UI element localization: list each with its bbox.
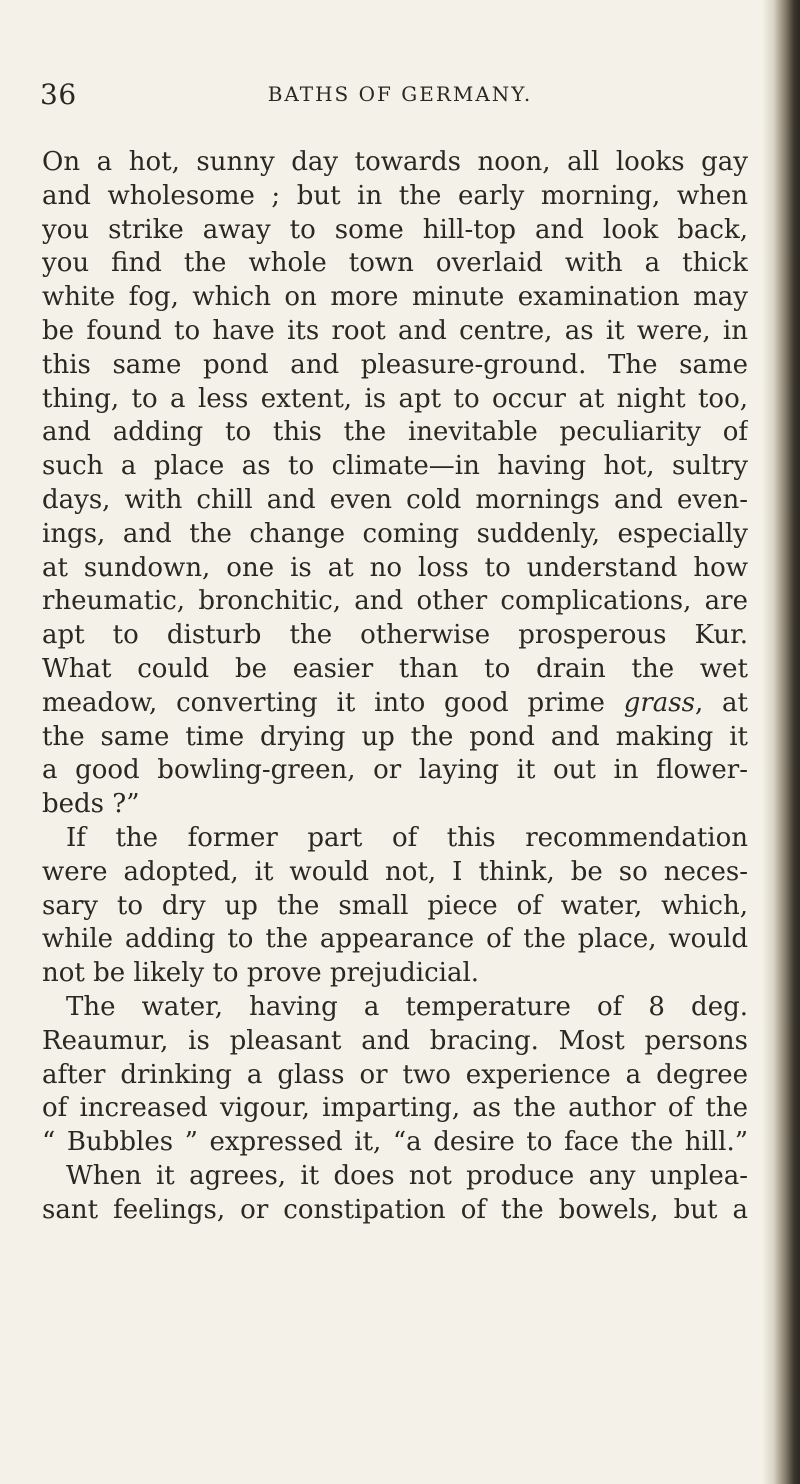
text-line: of increased vigour, imparting, as the author of the bbox=[42, 1093, 748, 1124]
text-line: were adopted, it would not, I think, be so neces- bbox=[42, 856, 748, 887]
text-line: apt to disturb the otherwise prosperous Kur. bbox=[42, 620, 748, 651]
text-line: be found to have its root and centre, as it were, in bbox=[42, 315, 748, 346]
italic-word: grass bbox=[623, 687, 695, 718]
text-line: beds ?” bbox=[42, 789, 140, 820]
text-line: a good bowling-green, or laying it out in flower- bbox=[42, 755, 748, 786]
text-line: the same time drying up the pond and making it bbox=[42, 721, 748, 752]
text-line: ings, and the change coming suddenly, especially bbox=[42, 518, 748, 549]
page-number: 36 bbox=[40, 78, 77, 111]
text-line: What could be easier than to drain the wet bbox=[42, 653, 748, 684]
text-line: The water, having a temperature of 8 deg. bbox=[66, 991, 748, 1022]
text-line: such a place as to climate—in having hot, sultry bbox=[42, 451, 748, 482]
text-line: sant feelings, or constipation of the bowels, but a bbox=[42, 1194, 748, 1225]
text-line: while adding to the appearance of the place, would bbox=[42, 924, 748, 955]
text-line: rheumatic, bronchitic, and other complications, are bbox=[42, 586, 748, 617]
text-line: “ Bubbles ” expressed it, “a desire to face the hill.” bbox=[42, 1127, 748, 1158]
running-head: BATHS OF GERMANY. bbox=[267, 82, 533, 106]
page-edge-shadow bbox=[762, 0, 800, 1484]
text-line: sary to dry up the small piece of water, which, bbox=[42, 890, 748, 921]
text-line: not be likely to prove prejudicial. bbox=[42, 958, 480, 989]
text-line: meadow, converting it into good prime grass, at bbox=[42, 687, 748, 718]
text-line: you strike away to some hill-top and look back, bbox=[42, 214, 748, 245]
text-line: at sundown, one is at no loss to understand how bbox=[42, 552, 748, 583]
text-line: When it agrees, it does not produce any unplea- bbox=[66, 1160, 748, 1191]
text-line: white fog, which on more minute examination may bbox=[42, 282, 748, 313]
text-line: If the former part of this recommendation bbox=[66, 822, 748, 853]
text-line: days, with chill and even cold mornings and even- bbox=[42, 484, 748, 515]
text-line: On a hot, sunny day towards noon, all looks gay bbox=[42, 147, 748, 177]
text-line: and adding to this the inevitable peculiarity of bbox=[42, 417, 748, 448]
text-line: after drinking a glass or two experience a degree bbox=[42, 1059, 748, 1090]
text-line: and wholesome ; but in the early morning, when bbox=[42, 180, 748, 211]
body-text bbox=[42, 146, 748, 1228]
text-line: Reaumur, is pleasant and bracing. Most persons bbox=[42, 1025, 748, 1056]
text-line: you find the whole town overlaid with a thick bbox=[42, 248, 748, 279]
text-line: this same pond and pleasure-ground. The same bbox=[42, 349, 748, 380]
text-line: thing, to a less extent, is apt to occur at night too, bbox=[42, 383, 748, 414]
